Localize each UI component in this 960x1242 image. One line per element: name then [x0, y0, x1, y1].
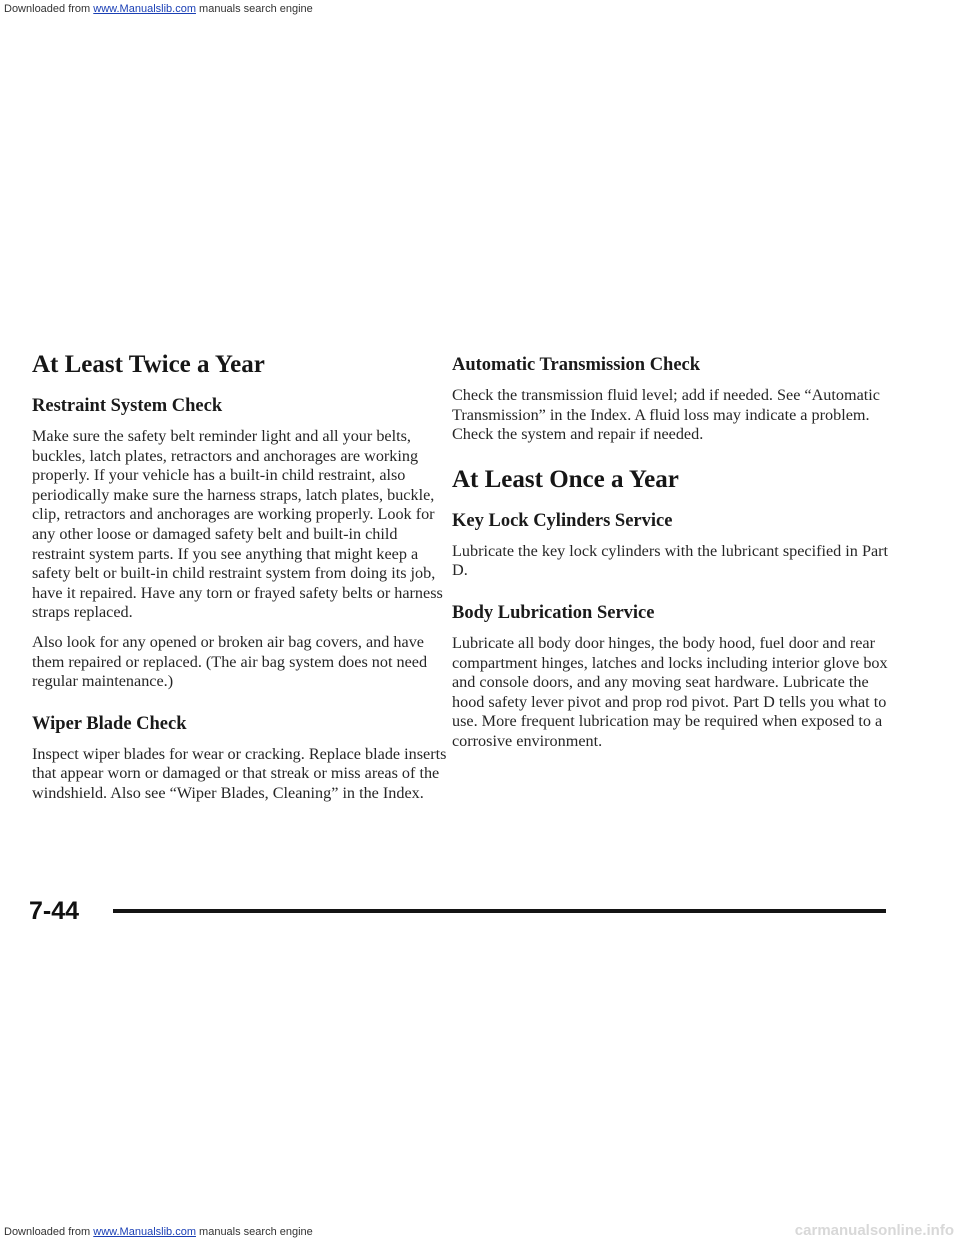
paragraph-restraint-1: Make sure the safety belt reminder light and all your belts, buckles, latch plates, retractors and anchorages are working properly. If your vehicle has a built-in child restraint, also periodically make sure the harness straps, latch plates, buckle, clip, retractors and anchorages are working properly. Look for any other loose or damaged safety belt and built-in child restraint system parts. If you see anything that might keep a safety belt or built-in child restraint system from doing its job, have it repaired. Have any torn or frayed safety belts or harness straps replaced. [32, 427, 443, 622]
heading-body-lubrication-service: Body Lubrication Service [452, 602, 655, 623]
heading-wiper-blade-check: Wiper Blade Check [32, 713, 187, 734]
download-prefix: Downloaded from [4, 3, 94, 15]
page-number: 7-44 [29, 897, 80, 925]
download-suffix: manuals search engine [195, 3, 313, 15]
manualslib-link[interactable]: www.Manualslib.com [93, 1226, 196, 1238]
download-suffix: manuals search engine [195, 1226, 313, 1238]
heading-key-lock-cylinders-service: Key Lock Cylinders Service [452, 510, 673, 531]
section-title-twice-a-year: At Least Twice a Year [32, 351, 265, 378]
section-title-once-a-year: At Least Once a Year [452, 465, 679, 493]
download-notice-top [4, 3, 313, 15]
paragraph-body-lubrication: Lubricate all body door hinges, the body hood, fuel door and rear compartment hinges, latches and locks including interior glove box and console doors, and any moving seat hardware. Lubricate the hood safety lever pivot and prop rod pivot. Part D tells you what to use. More frequent lubrication may be required when exposed to a corrosive environment. [452, 633, 888, 750]
heading-restraint-system-check: Restraint System Check [32, 396, 223, 416]
paragraph-transmission: Check the transmission fluid level; add if needed. See “Automatic Transmission” in the Index. A fluid loss may indicate a problem. Check the system and repair if needed. [452, 386, 880, 444]
manualslib-link[interactable]: www.Manualslib.com [93, 3, 196, 15]
footer-rule [113, 909, 886, 913]
paragraph-wiper: Inspect wiper blades for wear or cracking. Replace blade inserts that appear worn or damaged or that streak or miss areas of the windshield. Also see “Wiper Blades, Cleaning” in the Index. [32, 744, 447, 802]
download-notice-bottom [4, 1226, 313, 1238]
heading-automatic-transmission-check: Automatic Transmission Check [452, 355, 701, 375]
page-footer [29, 896, 886, 926]
paragraph-key-lock: Lubricate the key lock cylinders with the lubricant specified in Part D. [452, 541, 889, 580]
download-prefix: Downloaded from [4, 1226, 94, 1238]
watermark: carmanualsonline.info [794, 1222, 954, 1239]
paragraph-restraint-2: Also look for any opened or broken air bag covers, and have them repaired or replaced. (The air bag system does not need regular maintenance.) [32, 632, 428, 691]
right-column [452, 350, 892, 762]
left-column [32, 350, 450, 814]
